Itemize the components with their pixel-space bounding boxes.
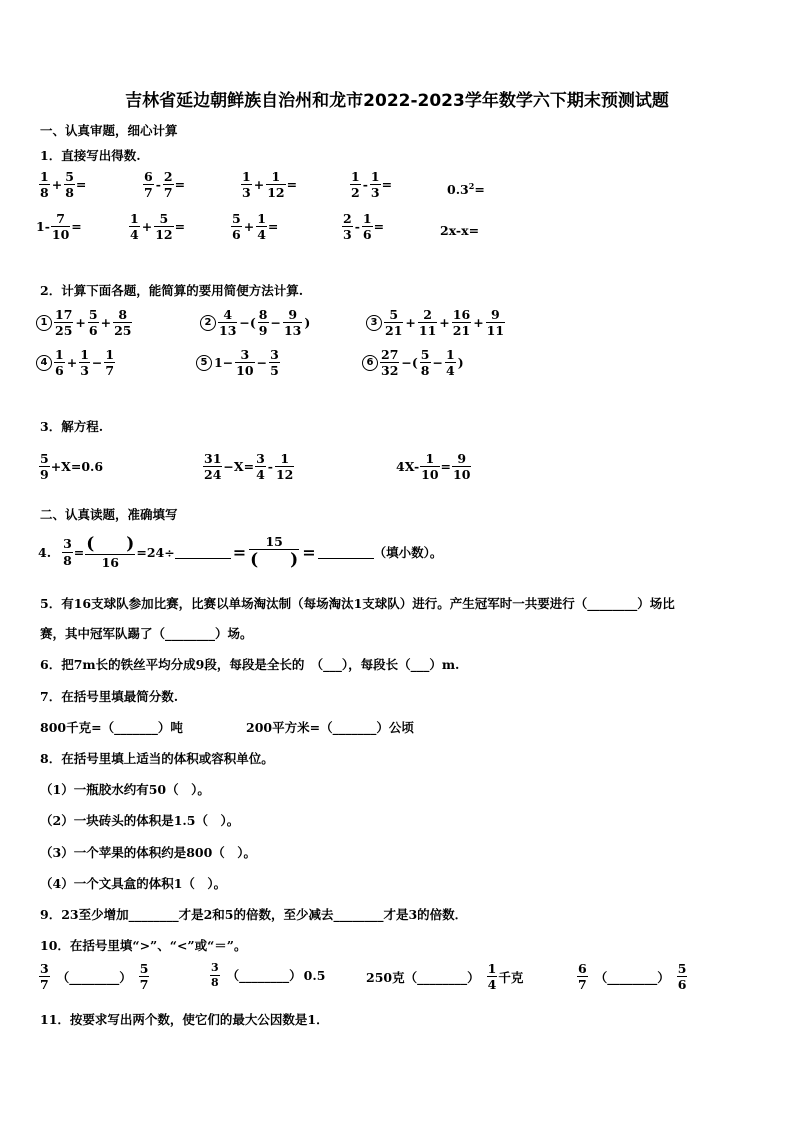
fraction: $\frac{3}{5}$	[270, 347, 279, 379]
fraction: $\frac{1}{3}$	[80, 347, 89, 379]
q5-line-1: 5．有16支球队参加比赛，比赛以单场淘汰制（每场淘汰1支球队）进行。产生冠军时一共要进行（________）场比	[40, 596, 675, 611]
q4-blank-divisor[interactable]	[175, 546, 231, 559]
operator: −	[91, 355, 103, 371]
q3-equation-2: $\frac{31}{24}$ −X= $\frac{3}{4}$ - $\frac{1}{12}$	[204, 451, 294, 483]
operator: +	[75, 315, 86, 331]
operator: 1−	[214, 355, 234, 371]
fraction: $\frac{1}{6}$	[55, 347, 64, 379]
q11: 11．按要求写出两个数，使它们的最大公因数是1．	[40, 1012, 329, 1027]
q1-row1-b: $\frac{6}{7}$ - $\frac{2}{7}$ =	[144, 169, 186, 201]
q2-item-2	[200, 308, 311, 337]
q2-item-number: 6	[362, 355, 378, 371]
q8-item-3: （3）一个苹果的体积约是800（ ）。	[40, 845, 257, 860]
q3-equation-3: 4X- $\frac{1}{10}$ = $\frac{9}{10}$	[396, 451, 471, 483]
q2-item-4	[36, 348, 116, 377]
fraction: $\frac{1}{4}$	[445, 347, 455, 379]
fraction: $\frac{2}{11}$	[418, 307, 437, 339]
fraction: $\frac{5}{8}$	[420, 347, 430, 379]
q4-answer-fraction-2[interactable]: $\frac{15}{( )}$	[250, 534, 299, 571]
operator: )	[304, 315, 311, 331]
q1-row1-a: $\frac{1}{8}$ + $\frac{5}{8}$ =	[40, 169, 87, 201]
q7-label: 7．在括号里填最简分数.	[40, 689, 179, 704]
fraction: $\frac{9}{11}$	[486, 307, 505, 339]
fraction: $\frac{8}{25}$	[114, 307, 132, 339]
q2-item-6	[362, 348, 465, 377]
q3-label: 3．解方程.	[40, 419, 104, 434]
operator: −	[270, 315, 281, 331]
q10-label: 10．在括号里填“>”、“<”或“＝”。	[40, 938, 247, 953]
q2-label: 2．计算下面各题，能简算的要用简便方法计算.	[40, 283, 304, 298]
q2-item-number: 4	[36, 355, 52, 371]
fraction: $\frac{8}{9}$	[258, 307, 268, 339]
q8-item-4: （4）一个文具盒的体积1（ ）。	[40, 876, 227, 891]
q1-row1-e: $0.3^2=$	[447, 181, 485, 198]
q1-row2-d: $\frac{2}{3}$ - $\frac{1}{6}$ =	[343, 211, 385, 243]
operator: −	[256, 355, 268, 371]
q10-c: 250克 （________） $\frac{1}{4}$ 千克	[366, 961, 524, 993]
q7-b: 200平方米=（_______）公顷	[246, 720, 414, 735]
fraction: $\frac{1}{7}$	[105, 347, 115, 379]
q8-item-1: （1）一瓶胶水约有50（ ）。	[40, 782, 210, 797]
q10-d: $\frac{6}{7}$ （________） $\frac{5}{6}$	[578, 961, 687, 993]
operator: +	[473, 315, 484, 331]
page-title: 吉林省延边朝鲜族自治州和龙市2022-2023学年数学六下期末预测试题	[125, 91, 669, 111]
q2-item-number: 3	[366, 315, 382, 331]
fraction: $\frac{9}{13}$	[283, 307, 302, 339]
q4: 4. $\frac{3}{8}$ = $\frac{( )}{16}$ =24÷ = $\frac{15}{( )}$ = （填小数）。	[38, 534, 443, 571]
fraction: $\frac{17}{25}$	[55, 307, 73, 339]
q2-item-1	[36, 308, 133, 337]
q1-row2-a: 1- $\frac{7}{10}$ =	[36, 211, 82, 243]
operator: +	[66, 355, 78, 371]
q4-blank-decimal[interactable]	[318, 546, 374, 559]
operator: +	[405, 315, 416, 331]
operator: −(	[401, 355, 418, 371]
q7-a: 800千克=（_______）吨	[40, 720, 183, 735]
q2-item-3	[366, 308, 506, 337]
q10-a: $\frac{3}{7}$ （________） $\frac{5}{7}$	[40, 961, 149, 993]
q2-item-number: 5	[196, 355, 212, 371]
q4-answer-fraction[interactable]: $\frac{( )}{16}$	[86, 534, 135, 570]
q9: 9．23至少增加________才是2和5的倍数，至少减去________才是3的倍数．	[40, 907, 468, 922]
q1-row1-d: $\frac{1}{2}$ - $\frac{1}{3}$ =	[351, 169, 393, 201]
q2-item-5	[196, 348, 281, 377]
fraction: $\frac{4}{13}$	[219, 307, 237, 339]
operator: −	[432, 355, 443, 371]
q1-row2-e: 2x-x=	[440, 223, 480, 238]
q1-label: 1．直接写出得数.	[40, 148, 141, 163]
operator: +	[439, 315, 450, 331]
q2-item-number: 2	[200, 315, 216, 331]
fraction: $\frac{5}{21}$	[385, 307, 403, 339]
q10-b: $\frac{3}{8}$ （________） 0.5	[211, 961, 326, 989]
q8-item-2: （2）一块砖头的体积是1.5（ ）。	[40, 813, 240, 828]
q1-row2-b: $\frac{1}{4}$ + $\frac{5}{12}$ =	[130, 211, 186, 243]
q1-row1-c: $\frac{1}{3}$ + $\frac{1}{12}$ =	[242, 169, 298, 201]
q6: 6．把7m长的铁丝平均分成9段，每段是全长的 （___），每段长（___）m.	[40, 657, 460, 672]
q1-row2-c: $\frac{5}{6}$ + $\frac{1}{4}$ =	[232, 211, 279, 243]
q8-label: 8．在括号里填上适当的体积或容积单位。	[40, 751, 274, 766]
operator: −(	[239, 315, 256, 331]
operator: +	[100, 315, 112, 331]
fraction: $\frac{16}{21}$	[452, 307, 471, 339]
q2-item-number: 1	[36, 315, 52, 331]
fraction: $\frac{3}{10}$	[236, 347, 254, 379]
q3-equation-1: $\frac{5}{9}$ +X=0.6	[40, 451, 104, 483]
fraction: $\frac{5}{6}$	[88, 307, 98, 339]
q5-line-2: 赛，其中冠军队踢了（________）场。	[40, 626, 253, 641]
operator: )	[457, 355, 464, 371]
fraction: $\frac{27}{32}$	[381, 347, 399, 379]
section-2-heading: 二、认真读题，准确填写	[40, 507, 178, 522]
section-1-heading: 一、认真审题，细心计算	[40, 123, 178, 138]
